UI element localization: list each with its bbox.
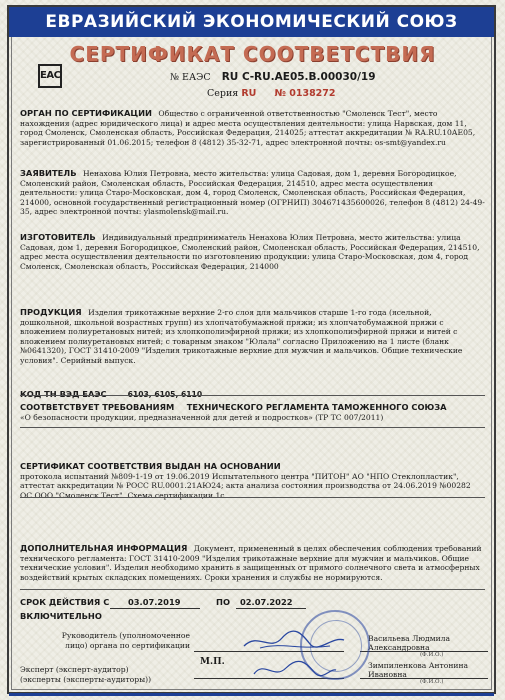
product-text: Изделия трикотажные верхние 2-го слоя для мальчиков старше 1-го года (ясельной, дошкольной, школьной возрастных групп) из хлопчатобумажной пряжи; из хлопчатобумажной пряжи с вложением полиуретановых нитей; из хлопкополиэфирной пряжи; из хлопкополиэфирной пряжи и нитей с вложением полиуретановых нитей; с товарным знаком "Юлала" согласно Приложению на 1 листе (бланк №0641320), ГОСТ 31410-2009 "Изделия трикотажные верхние для мужчин и мальчиков. Общие технические условия". Серийный выпуск.: [20, 308, 463, 365]
validity-line: [20, 597, 109, 607]
validity-to-value: 02.07.2022: [240, 597, 293, 607]
manufacturer-text: Индивидуальный предприниматель Ненахова Юлия Петровна, место жительства: улица Садовая, дом 1, деревня Богородицкое, Смоленский район, Смоленская область, Российская Федерация, 214510, адрес места осуществления деятельности по изготовлению продукции: улица Старо-Московская, дом 4, город Смоленск, Смоленская область, Российская Федерация, 214000: [20, 233, 480, 271]
conforms-heading-2: ТЕХНИЧЕСКОГО РЕГЛАМЕНТА ТАМОЖЕННОГО СОЮЗА: [186, 402, 447, 412]
tnved-heading: КОД ТН ВЭД ЕАЭС: [20, 389, 107, 399]
section-tnved: [20, 382, 202, 401]
certificate-title: СЕРТИФИКАТ СООТВЕТСТВИЯ: [69, 42, 436, 66]
validity-inclusive: ВКЛЮЧИТЕЛЬНО: [20, 611, 102, 621]
head-fio-caption: (Ф.И.О.): [420, 652, 444, 658]
underline: [236, 608, 306, 609]
series-code: RU: [241, 88, 257, 99]
applicant-text: Ненахова Юлия Петровна, место жительства: улица Садовая, дом 1, деревня Богородицкое, Смоленский район, Смоленская область, Российская Федерация, 214510, адрес места осуществления деятельности: улица Старо-Московская, дом 4, город Смоленск, Смоленская область, Российская Федерация, 214000, основной государственный регистрационный номер (ОГРНИП) 304671435600026, телефон 8 (4812) 24-49-35, адрес электронной почты: ylasmolensk@mail.ru.: [20, 169, 485, 217]
underline: [110, 608, 200, 609]
series-label: Серия: [207, 88, 239, 99]
head-signature-icon: [240, 628, 350, 654]
head-signatory-label: [60, 631, 190, 650]
head-label-line-1: Руководитель (уполномоченное: [61, 631, 190, 640]
section-conforms: [20, 403, 485, 422]
tnved-value: 6103, 6105, 6110: [127, 390, 203, 399]
validity-to-label: ПО: [216, 597, 230, 607]
number-value: RU С-RU.АЕ05.В.00030/19: [221, 71, 376, 83]
section-manufacturer: [20, 233, 485, 271]
bottom-bar: [9, 693, 494, 696]
expert-label-line-2: (эксперты (эксперты-аудиторы)): [20, 674, 152, 684]
union-banner: ЕВРАЗИЙСКИЙ ЭКОНОМИЧЕСКИЙ СОЮЗ: [9, 7, 494, 37]
basis-heading: СЕРТИФИКАТ СООТВЕТСТВИЯ ВЫДАН НА ОСНОВАНИИ: [20, 461, 281, 471]
basis-text: протокола испытаний №809-1-19 от 19.06.2019 Испытательного центра "ПИТОН" АО "НПО Стеклопластик", аттестат аккредитации № РОСС RU.0001.21АЮ24; акта анализа состояния производства от 24.06.2019 №00282 ОС ООО "Смоленск Тест". Схема сертификации 1с.: [20, 471, 471, 500]
divider: [20, 395, 485, 396]
organ-heading: ОРГАН ПО СЕРТИФИКАЦИИ: [20, 108, 152, 118]
conforms-text: «О безопасности продукции, предназначенной для детей и подростков» (ТР ТС 007/2011): [20, 412, 384, 422]
expert-fio-caption: (Ф.И.О.): [420, 679, 444, 685]
series-line: [207, 88, 336, 99]
conforms-heading: СООТВЕТСТВУЕТ ТРЕБОВАНИЯМ: [20, 402, 175, 412]
head-label-line-2: лицо) органа по сертификации: [65, 640, 190, 650]
organ-text: Общество с ограниченной ответственностью "Смоленск Тест", место нахождения (адрес юридического лица) и адрес места осуществления деятельности: улица Нарвская, дом 11, город Смоленск, Смоленская область, Российская Федерация, 214025; аттестат аккредитации № RA.RU.10АЕ05, зарегистрированный 01.06.2015; телефон 8 (4812) 35-32-71, адрес электронной почты: os-smt@yandex.ru: [20, 109, 476, 147]
expert-signature-icon: [250, 658, 340, 682]
certificate-number-line: [170, 71, 376, 83]
section-applicant: [20, 169, 485, 217]
series-number: № 0138272: [274, 88, 336, 99]
validity-from-value: 03.07.2019: [128, 597, 181, 607]
validity-from-label: СРОК ДЕЙСТВИЯ С: [20, 597, 110, 607]
section-basis: [20, 462, 485, 500]
section-additional: [20, 544, 485, 582]
divider: [20, 427, 485, 428]
manufacturer-heading: ИЗГОТОВИТЕЛЬ: [20, 232, 96, 242]
additional-text: Документ, примененный в целях обеспечения соблюдения требований технического регламента: ГОСТ 31410-2009 "Изделия трикотажные верхние для мужчин и мальчиков. Общие технические условия". Изделия необходимо хранить в защищенных от прямого солнечного света и атмосферных воздействий крытых складских помещениях. Сроки хранения и службы не нормируются.: [20, 544, 482, 582]
eac-logo-icon: [38, 64, 62, 88]
section-organ: [20, 109, 485, 147]
expert-name: Зимпиленкова Антонина Ивановна: [368, 661, 469, 679]
additional-heading: ДОПОЛНИТЕЛЬНАЯ ИНФОРМАЦИЯ: [20, 543, 188, 553]
expert-signatory-label: [20, 665, 170, 684]
head-name: Васильева Людмила Александровна: [368, 634, 451, 652]
product-heading: ПРОДУКЦИЯ: [20, 307, 82, 317]
section-product: [20, 308, 485, 366]
divider: [20, 497, 485, 498]
eac-logo-text: EAC: [40, 70, 61, 81]
applicant-heading: ЗАЯВИТЕЛЬ: [20, 168, 77, 178]
stamp-place-label: М.П.: [200, 657, 225, 667]
divider: [20, 589, 485, 590]
expert-label-line-1: Эксперт (эксперт-аудитор): [20, 665, 129, 674]
number-label: № ЕАЭС: [170, 72, 211, 83]
